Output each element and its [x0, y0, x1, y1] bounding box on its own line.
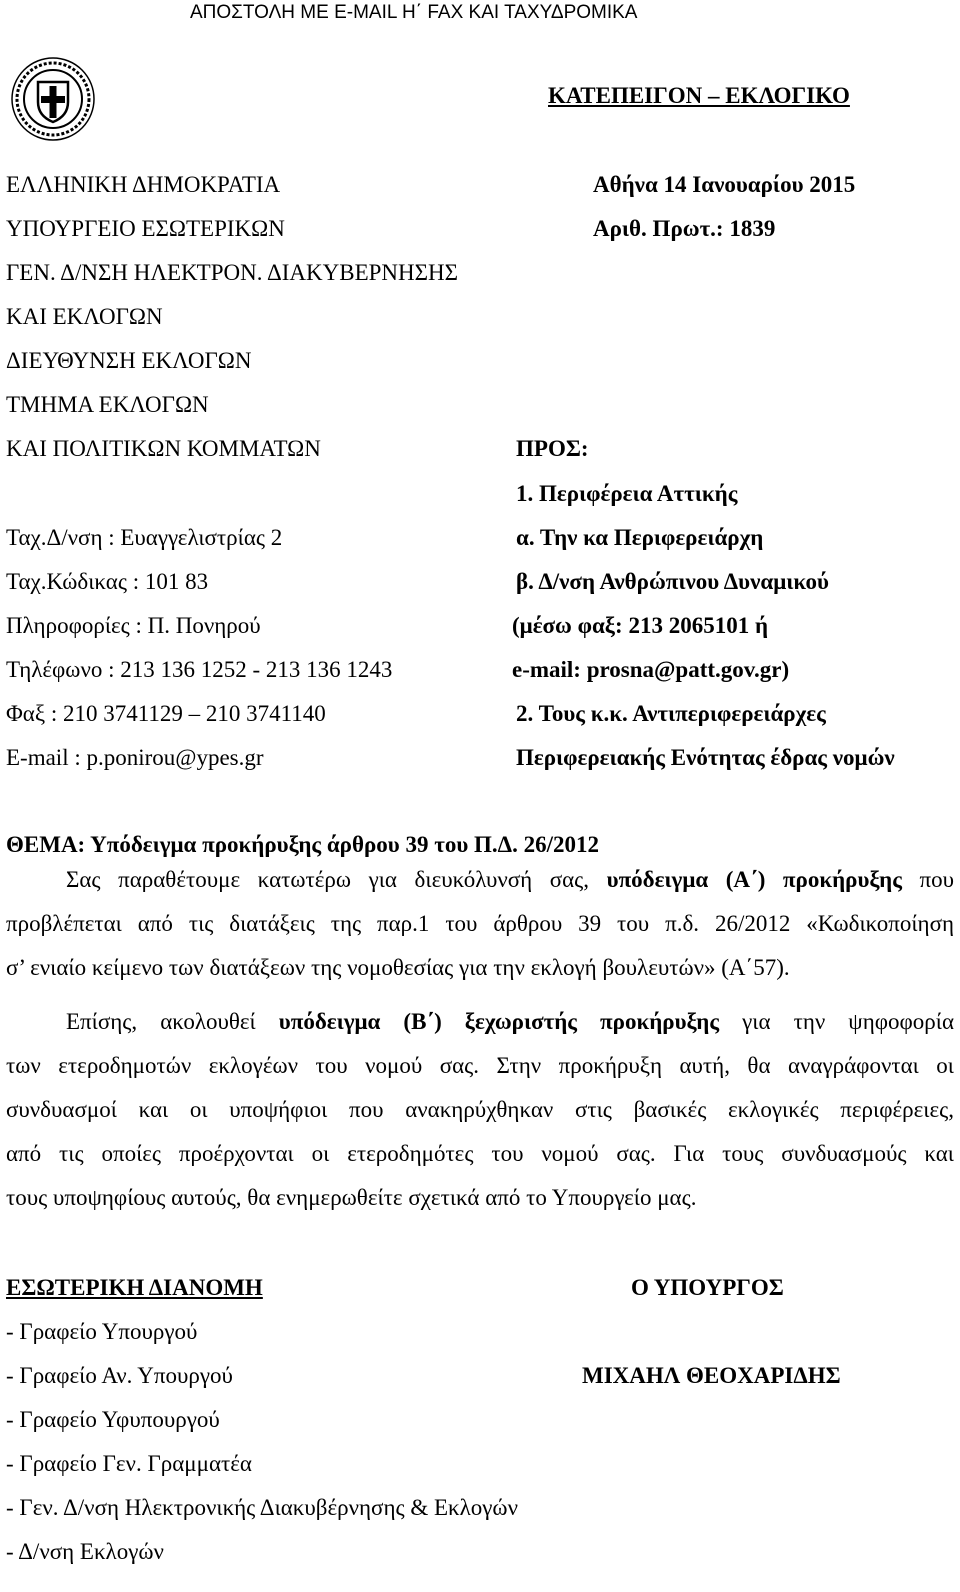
paragraph-1-line: σ’ ενιαίο κείμενο των διατάξεων της νομοθεσίας για την εκλογή βουλευτών» (Α΄57). [6, 955, 790, 980]
paragraph-2-line: συνδυασμοί και οι υποψήφιοι που ανακηρύχθηκαν στις βασικές εκλογικές περιφέρειες, [6, 1097, 954, 1122]
emphasis-text: υπόδειγμα (Α΄) προκήρυξης [606, 867, 902, 892]
sender-address: Ταχ.Δ/νση : Ευαγγελιστρίας 2 [6, 525, 283, 550]
sender-phone: Τηλέφωνο : 213 136 1252 - 213 136 1243 [6, 657, 393, 682]
distribution-item: - Γραφείο Γεν. Γραμματέα [6, 1451, 252, 1476]
signature-title: Ο ΥΠΟΥΡΓΟΣ [631, 1275, 784, 1300]
hellenic-republic-emblem-icon [10, 56, 96, 142]
sender-line: ΓΕΝ. Δ/ΝΣΗ ΗΛΕΚΤΡΟΝ. ΔΙΑΚΥΒΕΡΝΗΣΗΣ [6, 260, 459, 285]
sender-fax: Φαξ : 210 3741129 – 210 3741140 [6, 701, 326, 726]
recipients-label: ΠΡΟΣ: [516, 436, 589, 461]
subject-line: ΘΕΜΑ: Υπόδειγμα προκήρυξης άρθρου 39 του Π.Δ. 26/2012 [6, 832, 599, 857]
recipient-line: 2. Τους κ.κ. Αντιπεριφερειάρχες [516, 701, 826, 726]
sender-email: E-mail : p.ponirou@ypes.gr [6, 745, 264, 770]
distribution-item: - Γεν. Δ/νση Ηλεκτρονικής Διακυβέρνησης & Εκλογών [6, 1495, 518, 1520]
recipient-line: α. Την κα Περιφερειάρχη [516, 525, 764, 550]
paragraph-1-line [6, 858, 954, 902]
recipient-line: 1. Περιφέρεια Αττικής [516, 481, 738, 506]
paragraph-1 [6, 858, 954, 990]
recipient-line: e-mail: prosna@patt.gov.gr) [512, 657, 790, 682]
paragraph-2-line: τους υποψηφίους αυτούς, θα ενημερωθείτε σχετικά από το Υπουργείο μας. [6, 1185, 697, 1210]
sender-line: ΚΑΙ ΕΚΛΟΓΩΝ [6, 304, 163, 329]
document-date: Αθήνα 14 Ιανουαρίου 2015 [593, 172, 856, 197]
paragraph-1-line: προβλέπεται από τις διατάξεις της παρ.1 του άρθρου 39 του π.δ. 26/2012 «Κωδικοποίηση [6, 911, 954, 936]
distribution-item: - Γραφείο Υφυπουργού [6, 1407, 220, 1432]
top-note: ΑΠΟΣΤΟΛΗ ΜΕ E-MAIL Η΄ FAX ΚΑΙ ΤΑΧΥΔΡΟΜΙΚΑ [190, 2, 638, 23]
paragraph-2-line: των ετεροδημοτών εκλογέων του νομού σας. Στην προκήρυξη αυτή, θα αναγράφονται οι [6, 1053, 954, 1078]
paragraph-2-line: από τις οποίες προέρχονται οι ετεροδημότες του νομού σας. Για τους συνδυασμούς και [6, 1141, 954, 1166]
text-run: Σας παραθέτουμε κατωτέρω για διευκόλυνσή σας, [66, 867, 590, 892]
protocol-number: Αριθ. Πρωτ.: 1839 [593, 216, 776, 241]
sender-line: ΥΠΟΥΡΓΕΙΟ ΕΣΩΤΕΡΙΚΩΝ [6, 216, 285, 241]
paragraph-2-line [6, 1000, 954, 1044]
distribution-heading: ΕΣΩΤΕΡΙΚΗ ΔΙΑΝΟΜΗ [6, 1275, 263, 1300]
emphasis-text: υπόδειγμα (Β΄) ξεχωριστής προκήρυξης [278, 1009, 720, 1034]
signature-name: ΜΙΧΑΗΛ ΘΕΟΧΑΡΙΔΗΣ [582, 1363, 841, 1388]
distribution-item: - Γραφείο Υπουργού [6, 1319, 198, 1344]
recipient-line: β. Δ/νση Ανθρώπινου Δυναμικού [516, 569, 829, 594]
paragraph-2 [6, 1000, 954, 1220]
sender-info: Πληροφορίες : Π. Πονηρού [6, 613, 261, 638]
distribution-item: - Δ/νση Εκλογών [6, 1539, 164, 1564]
sender-line: ΕΛΛΗΝΙΚΗ ΔΗΜΟΚΡΑΤΙΑ [6, 172, 281, 197]
recipient-line: (μέσω φαξ: 213 2065101 ή [512, 613, 769, 638]
sender-line: ΚΑΙ ΠΟΛΙΤΙΚΩΝ ΚΟΜΜΑΤΩΝ [6, 436, 321, 461]
recipient-line: Περιφερειακής Ενότητας έδρας νομών [516, 745, 895, 770]
distribution-item: - Γραφείο Αν. Υπουργού [6, 1363, 233, 1388]
text-run: που [919, 867, 955, 892]
sender-line: ΤΜΗΜΑ ΕΚΛΟΓΩΝ [6, 392, 209, 417]
text-run: Επίσης, ακολουθεί [66, 1009, 256, 1034]
sender-postal-code: Ταχ.Κώδικας : 101 83 [6, 569, 209, 594]
text-run: για την ψηφοφορία [742, 1009, 954, 1034]
urgent-label: ΚΑΤΕΠΕΙΓΟΝ – ΕΚΛΟΓΙΚΟ [548, 83, 850, 108]
sender-line: ΔΙΕΥΘΥΝΣΗ ΕΚΛΟΓΩΝ [6, 348, 252, 373]
